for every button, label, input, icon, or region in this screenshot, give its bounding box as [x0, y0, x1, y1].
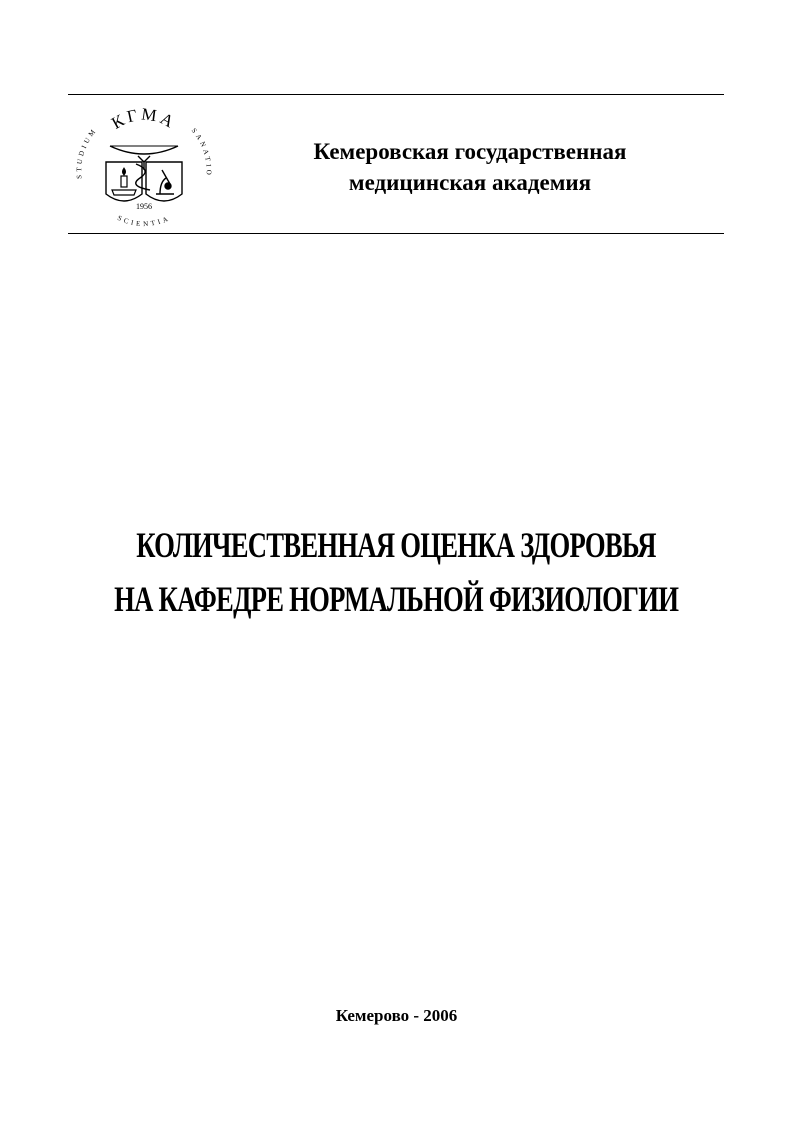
title-line-2: НА КАФЕДРЕ НОРМАЛЬНОЙ ФИЗИОЛОГИИ [114, 579, 679, 619]
institution-name [240, 136, 700, 198]
logo-text-bottom: SCIENTIA [116, 213, 172, 229]
document-title [0, 518, 793, 626]
title-line-1: КОЛИЧЕСТВЕННАЯ ОЦЕНКА ЗДОРОВЬЯ [136, 525, 657, 565]
header-bottom-rule [68, 233, 724, 234]
institution-line-1: Кемеровская государственная [313, 139, 627, 164]
snake-icon [136, 164, 150, 190]
logo-text-top: КГМА [108, 104, 180, 133]
institution-line-2: медицинская академия [348, 170, 592, 195]
place-and-year: Кемерово - 2006 [335, 1006, 458, 1025]
kgma-seal-logo [66, 98, 222, 232]
header-top-rule [68, 94, 724, 95]
svg-text:STUDIUM [75, 126, 99, 179]
svg-text:КГМА [108, 104, 179, 132]
logo-text-right: SANATIO [189, 126, 213, 178]
svg-text:SANATIO [190, 127, 213, 178]
logo-year: 1956 [136, 202, 152, 211]
bowl-icon [110, 146, 178, 170]
candle-book-icon [112, 168, 136, 195]
logo-text-left: STUDIUM [75, 125, 99, 180]
microscope-icon [156, 170, 174, 194]
svg-text:SCIENTIA [116, 214, 172, 228]
